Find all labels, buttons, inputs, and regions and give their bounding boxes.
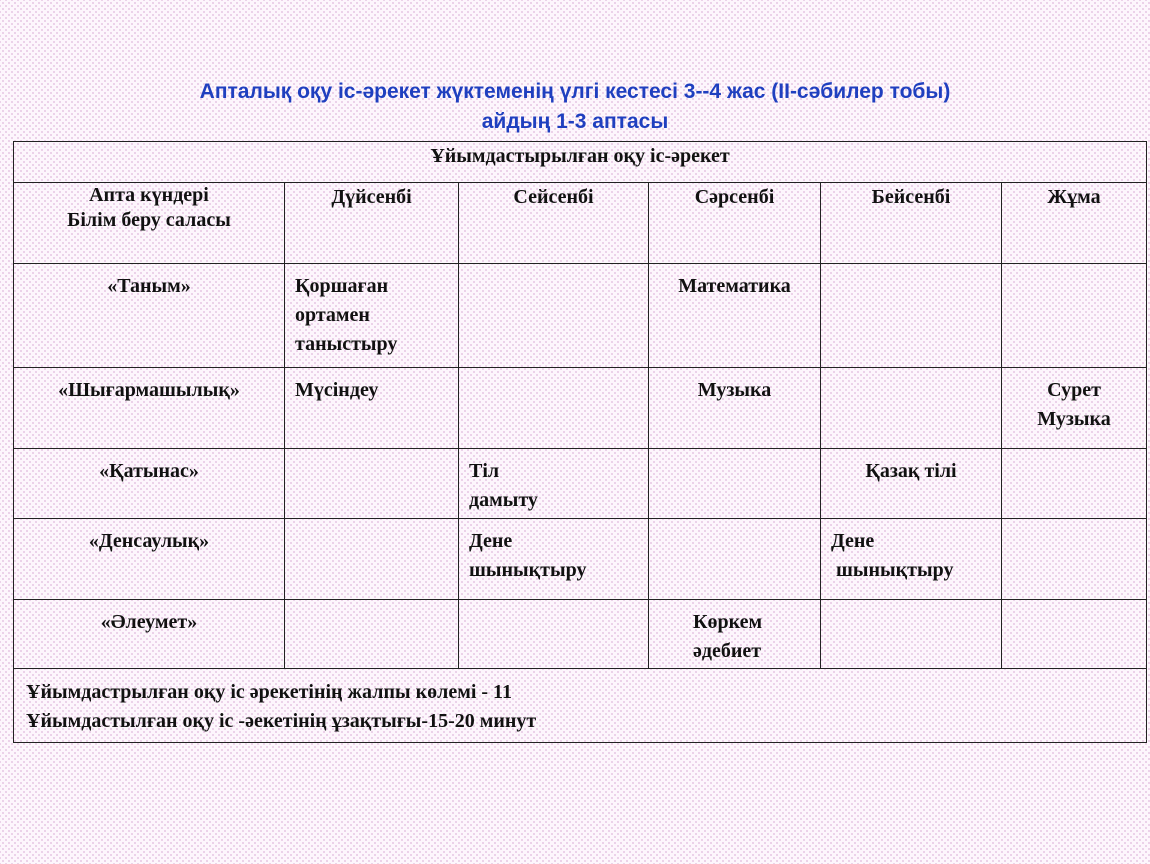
table-header-cell: [14, 142, 1147, 183]
day-label: Дүйсенбі: [331, 186, 412, 208]
day-label: Жұма: [1047, 186, 1101, 208]
area-cell: [14, 449, 285, 519]
footer-duration: Ұйымдастылған оқу іс -әекетінің ұзақтығы-15-20 минут: [26, 710, 537, 732]
area-cell: [14, 368, 285, 449]
day-header-wednesday: [649, 183, 821, 264]
corner-cell: [14, 183, 285, 264]
day-header-friday: [1002, 183, 1147, 264]
lesson-cell: [1002, 519, 1147, 600]
lesson-cell: [821, 449, 1002, 519]
area-cell: [14, 264, 285, 368]
lesson-cell: [285, 519, 459, 600]
lesson-cell: [1002, 368, 1147, 449]
table-row: [14, 368, 1147, 449]
table-footer-cell: [14, 669, 1147, 743]
lesson-label: Дене шынықтыру: [469, 530, 587, 581]
lesson-label: Дене шынықтыру: [831, 530, 954, 581]
lesson-cell: [821, 368, 1002, 449]
footer-total-volume: Ұйымдастрылған оқу іс әрекетінің жалпы көлемі - 11: [26, 681, 512, 703]
days-row: [14, 183, 1147, 264]
lesson-cell: [1002, 600, 1147, 669]
lesson-cell: [459, 519, 649, 600]
lesson-label: Тіл дамыту: [469, 460, 538, 511]
table-footer-row: [14, 669, 1147, 743]
table-row: [14, 600, 1147, 669]
day-label: Сейсенбі: [513, 186, 594, 208]
lesson-label: Музыка: [697, 379, 772, 401]
area-label: «Шығармашылық»: [58, 379, 240, 401]
area-label: «Қатынас»: [99, 460, 199, 482]
page-title: Апталық оқу іс-әрекет жүктеменің үлгі кестесі 3--4 жас (ІІ-сәбилер тобы): [199, 80, 951, 103]
lesson-label: Көркем әдебиет: [693, 611, 763, 662]
lesson-cell: [459, 368, 649, 449]
area-label: «Әлеумет»: [100, 611, 198, 633]
table-header: Ұйымдастырылған оқу іс-әрекет: [430, 145, 730, 167]
area-cell: [14, 600, 285, 669]
lesson-cell: [821, 600, 1002, 669]
table-row: [14, 519, 1147, 600]
day-label: Бейсенбі: [871, 186, 951, 208]
table-header-row: [14, 142, 1147, 183]
lesson-cell: [459, 264, 649, 368]
lesson-cell: [649, 600, 821, 669]
area-cell: [14, 519, 285, 600]
lesson-label: Қазақ тілі: [865, 460, 957, 482]
lesson-cell: [285, 449, 459, 519]
area-label: «Денсаулық»: [88, 530, 210, 552]
lesson-cell: [1002, 449, 1147, 519]
lesson-cell: [459, 449, 649, 519]
lesson-cell: [1002, 264, 1147, 368]
lesson-label: Математика: [678, 275, 791, 297]
lesson-cell: [649, 264, 821, 368]
lesson-cell: [821, 264, 1002, 368]
lesson-label: Сурет Музыка: [1037, 379, 1111, 430]
day-label: Сәрсенбі: [694, 186, 775, 208]
day-header-thursday: [821, 183, 1002, 264]
area-label: «Таным»: [107, 275, 191, 297]
lesson-cell: [649, 519, 821, 600]
corner-label: Апта күндері Білім беру саласы: [67, 184, 231, 231]
lesson-cell: [459, 600, 649, 669]
lesson-cell: [821, 519, 1002, 600]
table-row: [14, 449, 1147, 519]
lesson-cell: [649, 449, 821, 519]
schedule-table: [13, 141, 1147, 743]
lesson-cell: [285, 600, 459, 669]
day-header-monday: [285, 183, 459, 264]
lesson-cell: [285, 264, 459, 368]
table-row: [14, 264, 1147, 368]
lesson-cell: [285, 368, 459, 449]
lesson-label: Мүсіндеу: [295, 379, 379, 401]
page-subtitle: айдың 1-3 аптасы: [481, 110, 669, 133]
lesson-cell: [649, 368, 821, 449]
lesson-label: Қоршаған ортамен таныстыру: [295, 275, 398, 355]
day-header-tuesday: [459, 183, 649, 264]
